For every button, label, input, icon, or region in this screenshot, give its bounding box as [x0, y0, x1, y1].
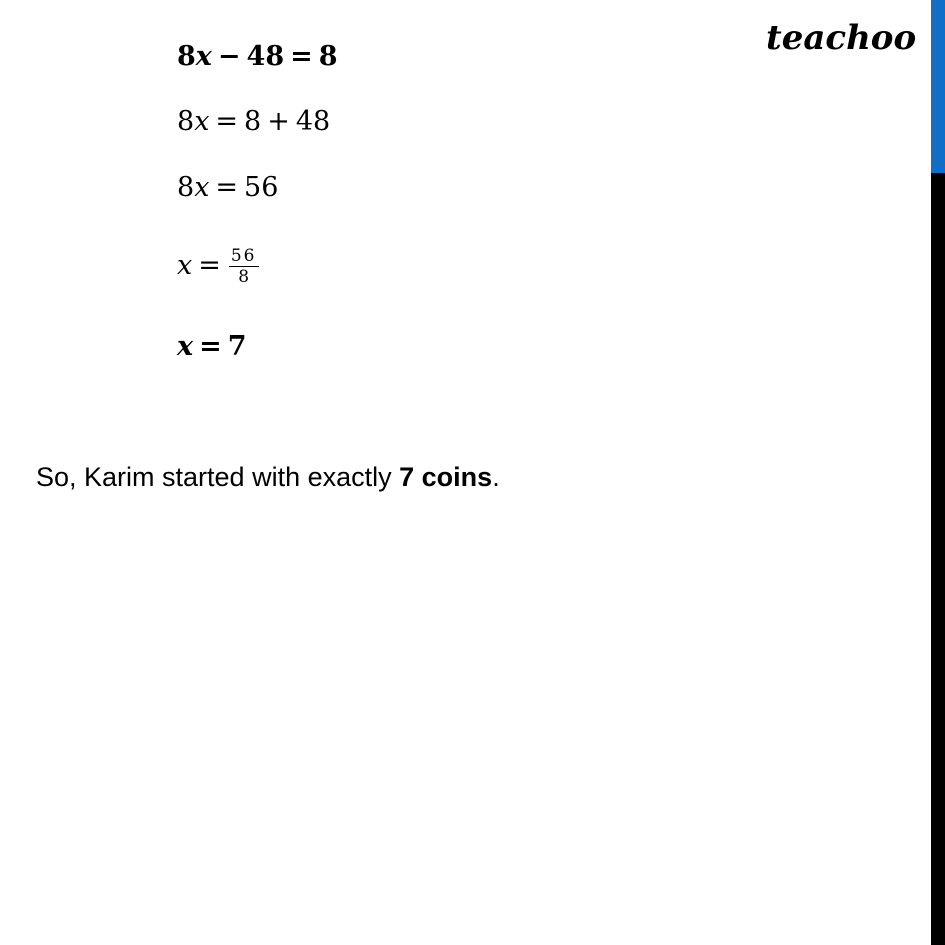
side-accent-bar: [931, 0, 945, 945]
variable: x: [194, 172, 210, 203]
accent-bar-blue: [931, 0, 945, 173]
coefficient: 8: [177, 106, 195, 137]
equals-sign: =: [198, 250, 221, 281]
equation-step-2: [177, 105, 330, 139]
variable: x: [177, 250, 193, 281]
term: 8: [244, 106, 262, 137]
equation-step-5: [177, 330, 247, 364]
variable: x: [194, 106, 210, 137]
equals-sign: =: [199, 331, 222, 362]
conclusion-text: [36, 459, 500, 495]
operator: −: [217, 41, 241, 72]
result: 56: [244, 172, 279, 203]
coefficient: 8: [177, 172, 195, 203]
equals-sign: =: [215, 172, 239, 203]
result: 7: [227, 331, 247, 362]
coefficient: 8: [177, 41, 196, 72]
numerator: 56: [230, 246, 257, 266]
denominator: 8: [238, 267, 250, 287]
variable: x: [177, 331, 194, 362]
equation-step-3: [177, 171, 278, 205]
accent-bar-dark: [931, 173, 945, 945]
variable: x: [195, 41, 212, 72]
equation-step-4: [177, 246, 259, 287]
term: 48: [246, 41, 285, 72]
equation-step-1: [177, 40, 338, 74]
conclusion-prefix: So, Karim started with exactly: [36, 462, 400, 492]
operator: +: [267, 106, 290, 137]
equals-sign: =: [215, 106, 239, 137]
equals-sign: =: [290, 41, 313, 72]
fraction: [229, 246, 259, 287]
result: 8: [318, 41, 338, 72]
term: 48: [295, 106, 331, 137]
conclusion-answer: 7 coins: [399, 462, 493, 492]
teachoo-logo: teachoo: [766, 18, 917, 58]
conclusion-suffix: .: [492, 462, 500, 492]
